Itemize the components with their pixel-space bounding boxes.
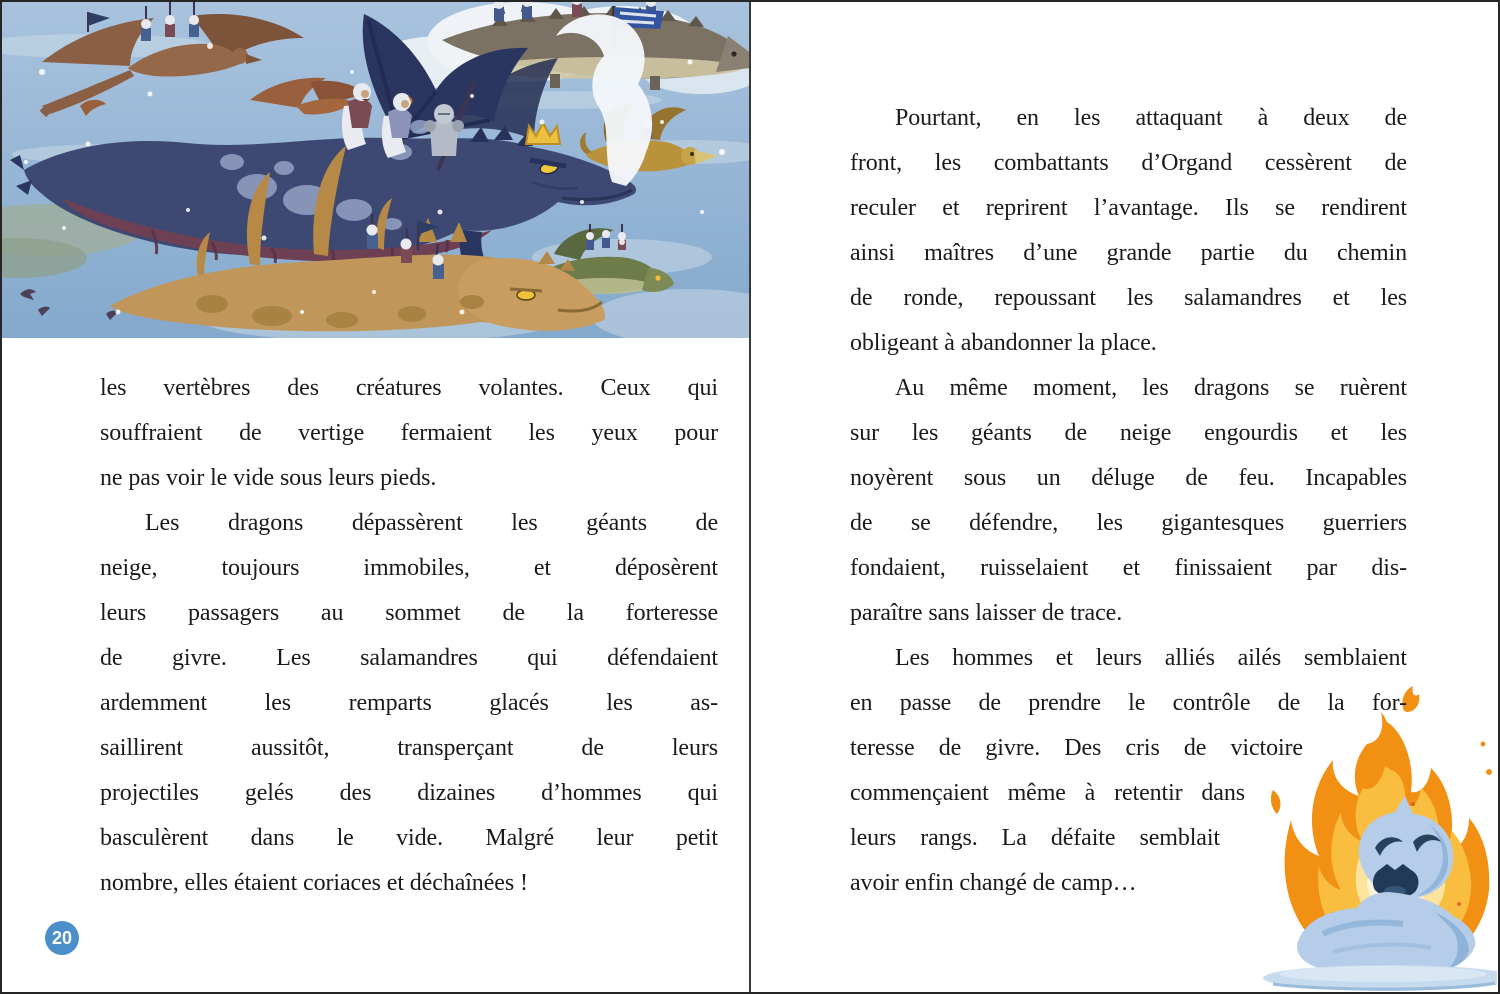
- text-line: leurs passagers au sommet de la forteresse: [100, 600, 718, 626]
- text-line: nombre, elles étaient coriaces et déchaînées !: [100, 870, 528, 896]
- text-line: sur les géants de neige engourdis et les: [850, 420, 1407, 446]
- text-line: saillirent aussitôt, transperçant de leurs: [100, 735, 718, 761]
- text-line: de ronde, repoussant les salamandres et les: [850, 285, 1407, 311]
- page-number-badge: [45, 921, 79, 955]
- text-line: noyèrent sous un déluge de feu. Incapables: [850, 465, 1407, 491]
- text-line: avoir enfin changé de camp…: [850, 870, 1137, 896]
- text-line: fondaient, ruisselaient et finissaient par dis-: [850, 555, 1407, 581]
- text-line: de se défendre, les gigantesques guerriers: [850, 510, 1407, 536]
- text-line: ardemment les remparts glacés les as-: [100, 690, 718, 716]
- text-line: paraître sans laisser de trace.: [850, 600, 1123, 626]
- text-line: neige, toujours immobiles, et déposèrent: [100, 555, 718, 581]
- text-line: obligeant à abandonner la place.: [850, 330, 1157, 356]
- text-line: projectiles gelés des dizaines d’hommes qui: [100, 780, 718, 806]
- text-line: teresse de givre. Des cris de victoire: [850, 735, 1303, 761]
- text-line: Pourtant, en les attaquant à deux de: [895, 105, 1407, 131]
- text-line: reculer et reprirent l’avantage. Ils se rendirent: [850, 195, 1407, 221]
- text-line: front, les combattants d’Organd cessèrent de: [850, 150, 1407, 176]
- text-line: en passe de prendre le contrôle de la for-: [850, 690, 1407, 716]
- text-line: commençaient même à retentir dans: [850, 780, 1245, 806]
- text-line: Les dragons dépassèrent les géants de: [145, 510, 718, 536]
- text-line: ainsi maîtres d’une grande partie du chemin: [850, 240, 1407, 266]
- text-line: ne pas voir le vide sous leurs pieds.: [100, 465, 437, 491]
- text-line: les vertèbres des créatures volantes. Ceux qui: [100, 375, 718, 401]
- text-line: souffraient de vertige fermaient les yeux pour: [100, 420, 718, 446]
- text-line: Les hommes et leurs alliés ailés semblaient: [895, 645, 1407, 671]
- page-gutter-divider: [749, 0, 751, 994]
- text-line: leurs rangs. La défaite semblait: [850, 825, 1220, 851]
- text-line: basculèrent dans le vide. Malgré leur petit: [100, 825, 718, 851]
- right-page-text: [850, 96, 1407, 906]
- left-page-text: [100, 366, 718, 906]
- text-line: de givre. Les salamandres qui défendaient: [100, 645, 718, 671]
- text-line: Au même moment, les dragons se ruèrent: [895, 375, 1407, 401]
- page-number: 20: [51, 927, 73, 948]
- knights-riding-dragons-illustration: [2, 2, 749, 338]
